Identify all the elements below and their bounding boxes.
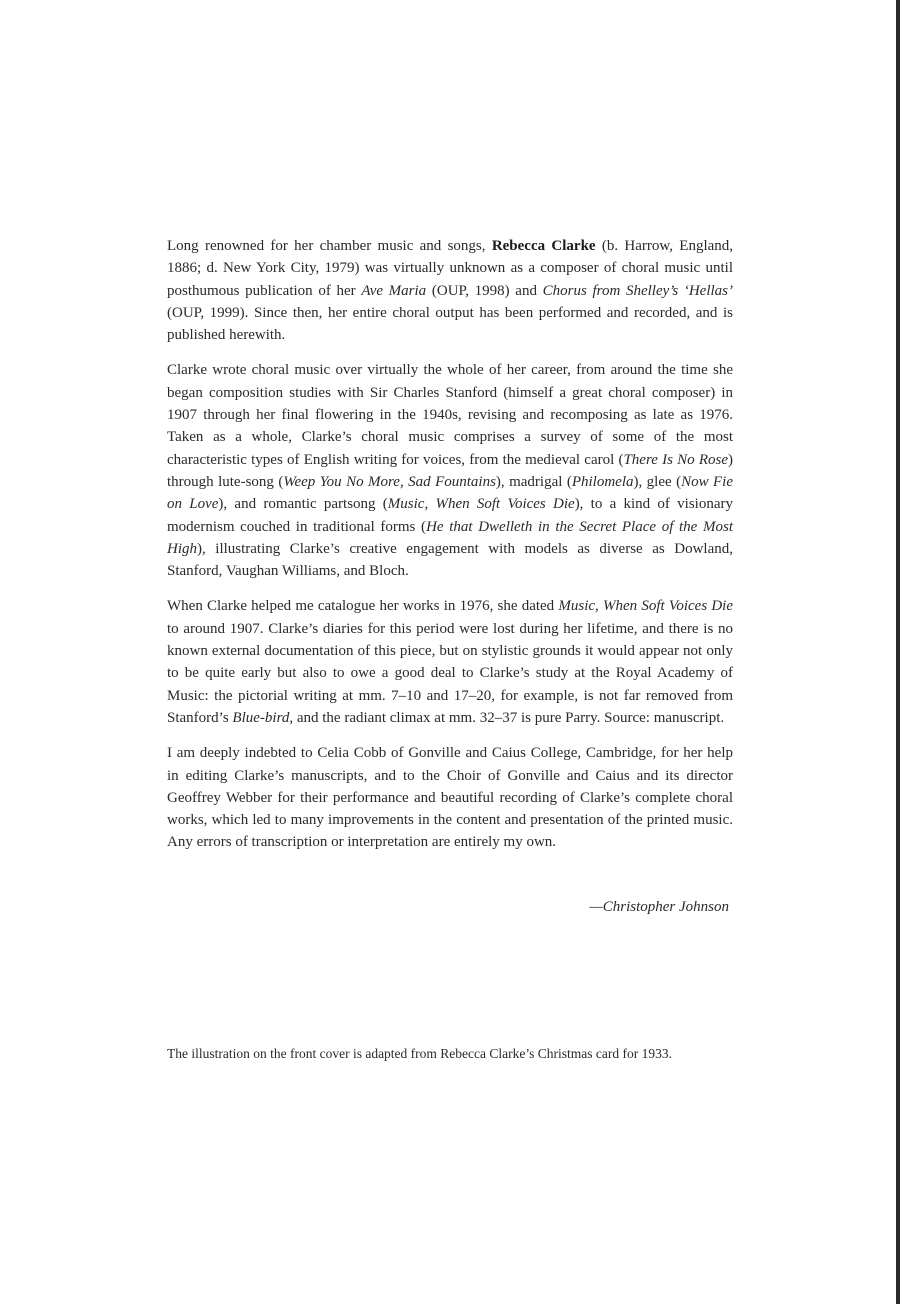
italic-title: Music, When Soft Voices Die xyxy=(387,496,575,513)
paragraph-choral-career xyxy=(167,359,733,582)
preface-text xyxy=(167,235,733,867)
text-run: (b. Harrow, England, 1886; d. New York City, 1979) was virtually unknown as a composer of choral music until posthumous publication of her xyxy=(167,238,734,299)
text-run: ) through lute-song ( xyxy=(167,451,734,490)
text-run: Clarke wrote choral music over virtually the whole of her career, from around the time she began composition studies with Sir Charles Stanford (himself a great choral composer) in 1907 through her final flowering in the 1940s, revising and recomposing as late as 1976. Taken as a whole, Clarke’s choral music comprises a survey of some of the most characteristic types of English writing for voices, from the medieval carol ( xyxy=(167,362,733,468)
text-run: ), madrigal ( xyxy=(495,473,572,490)
text-run: ), glee ( xyxy=(633,473,682,490)
italic-title: There Is No Rose xyxy=(623,451,729,468)
italic-title: Weep You No More, Sad Fountains xyxy=(283,473,496,490)
text-run: to around 1907. Clarke’s diaries for this period were lost during her lifetime, and there is no known external documentation of this piece, but on stylistic grounds it would appear not only to be quite early but also to owe a good deal to Clarke’s study at the Royal Academy of Music: the pictorial writing at mm. 7–10 and 17–20, for example, is not far removed from Stanford’s xyxy=(167,620,733,726)
author-signature: —Christopher Johnson xyxy=(589,899,729,915)
text-run: I am deeply indebted to Celia Cobb of Gonville and Caius College, Cambridge, for her help in editing Clarke’s manuscripts, and to the Choir of Gonville and Caius and its director Geoffrey Webber for their performance and beautiful recording of Clarke’s complete choral works, which led to many improvements in the content and presentation of the printed music. Any errors of transcription or interpretation are entirely my own. xyxy=(167,745,733,851)
text-run: ), to a kind of visionary modernism couched in traditional forms ( xyxy=(167,496,734,535)
italic-title: Philomela xyxy=(571,473,634,490)
paragraph-music-when-soft-voices-die xyxy=(167,595,733,729)
text-run: (OUP, 1999). Since then, her entire choral output has been performed and recorded, and is published herewith. xyxy=(167,304,733,344)
italic-title: Blue-bird xyxy=(232,709,290,726)
italic-title: Chorus from Shelley’s ‘Hellas’ xyxy=(542,282,733,299)
text-run: Long renowned for her chamber music and songs, xyxy=(167,238,492,254)
bold-text: Rebecca Clarke xyxy=(491,238,596,254)
text-run: (OUP, 1998) and xyxy=(426,282,543,299)
cover-illustration-note: The illustration on the front cover is adapted from Rebecca Clarke’s Christmas card for 1933. xyxy=(167,1046,672,1061)
italic-title: Now Fie on Love xyxy=(167,473,733,513)
italic-title: He that Dwelleth in the Secret Place of the Most High xyxy=(167,518,733,557)
paragraph-introduction xyxy=(167,235,733,346)
text-run: , and the radiant climax at mm. 32–37 is pure Parry. Source: manuscript. xyxy=(289,709,725,726)
italic-title: Ave Maria xyxy=(361,282,427,299)
paragraph-acknowledgements xyxy=(167,742,733,853)
text-run: When Clarke helped me catalogue her works in 1976, she dated xyxy=(167,598,559,615)
italic-title: Music, When Soft Voices Die xyxy=(558,598,734,615)
text-run: ), and romantic partsong ( xyxy=(218,496,388,513)
text-run: ), illustrating Clarke’s creative engagement with models as diverse as Dowland, Stanford, Vaughan Williams, and Bloch. xyxy=(167,540,733,580)
